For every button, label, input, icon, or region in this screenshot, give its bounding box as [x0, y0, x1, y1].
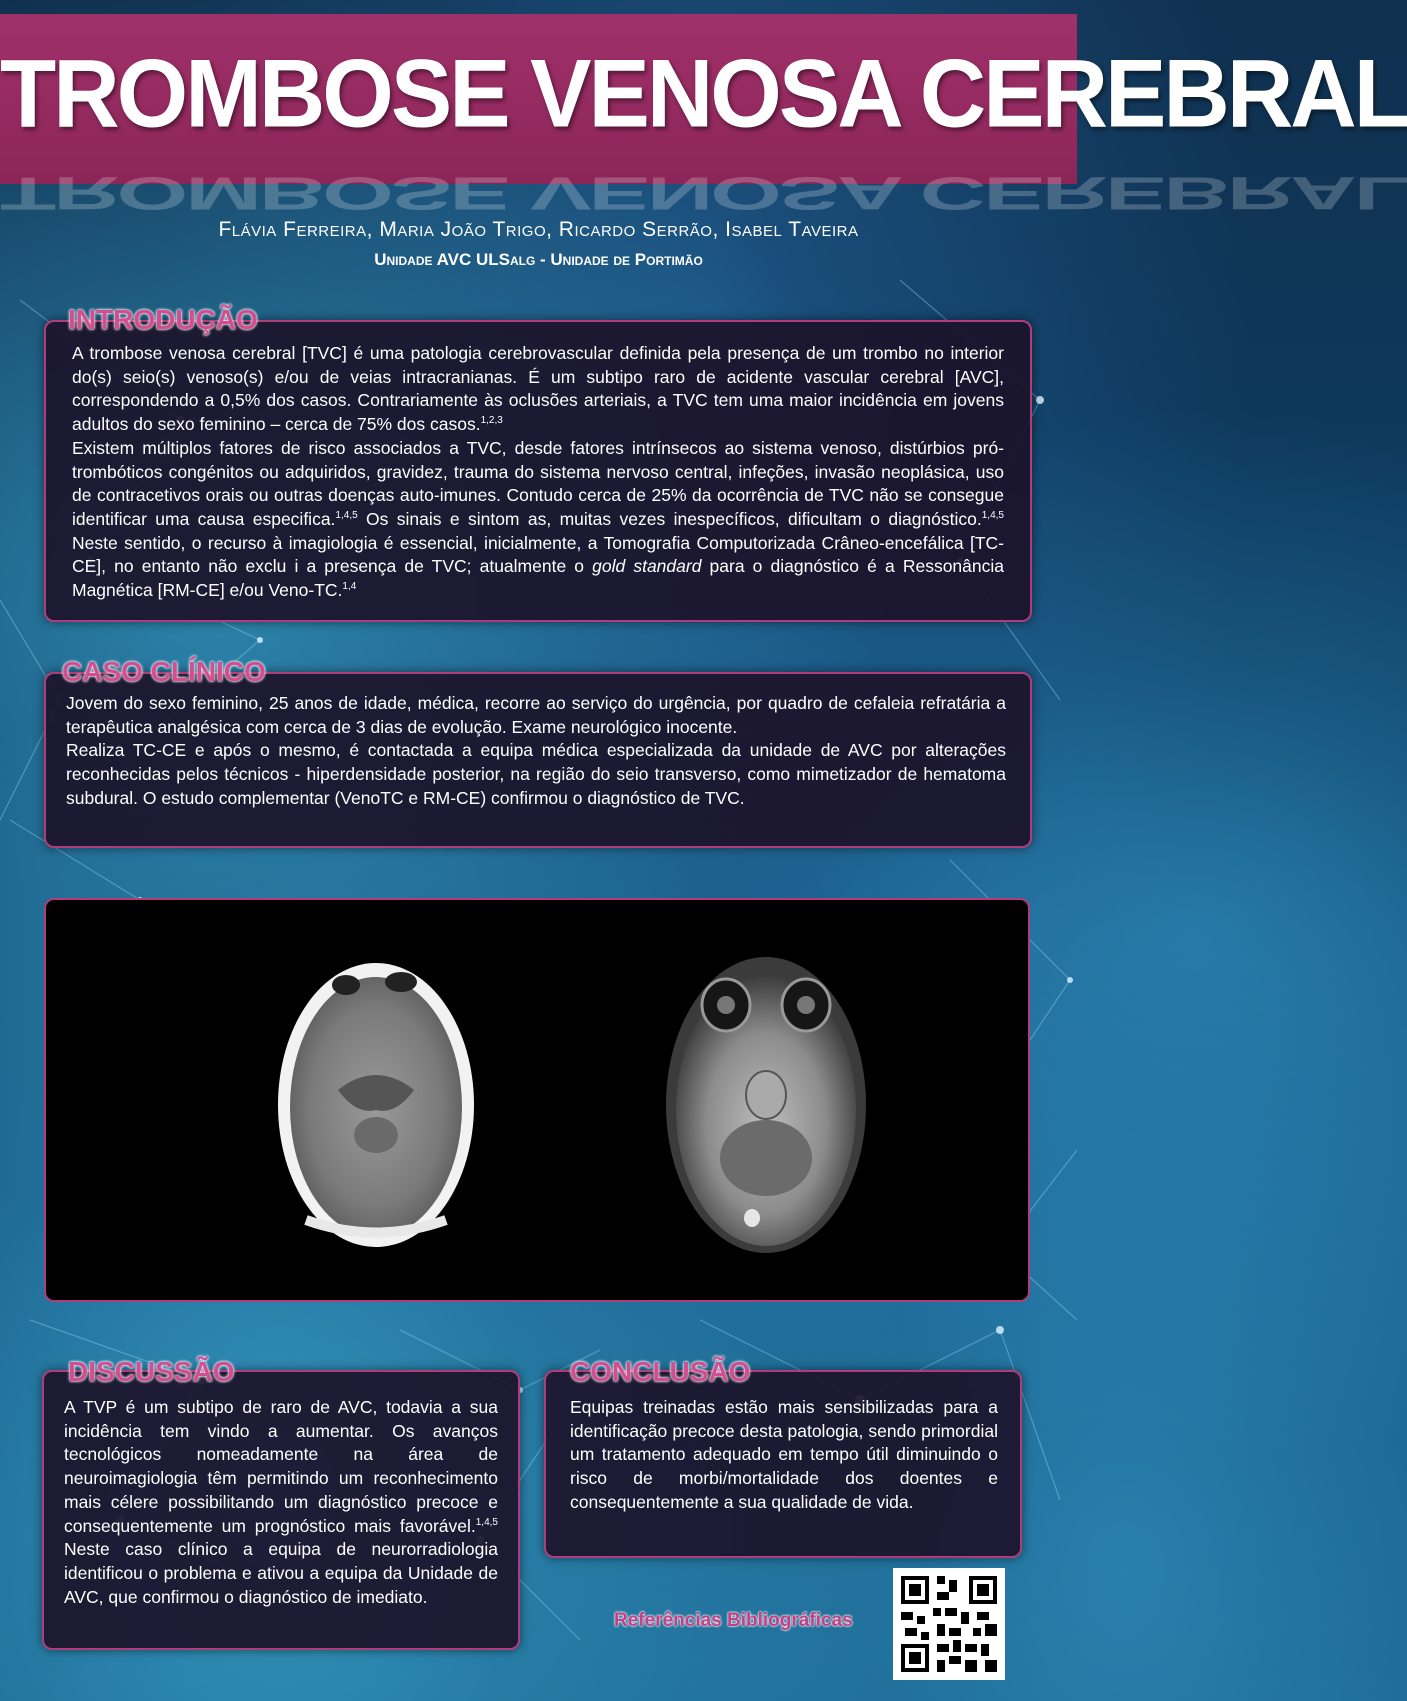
ct-scan-image	[278, 963, 474, 1247]
caso-clinico-section	[44, 672, 1032, 848]
discussao-heading: DISCUSSÃO	[68, 1356, 235, 1387]
institution: Unidade AVC ULSalg - Unidade de Portimão	[374, 250, 703, 269]
poster-title-reflection: TROMBOSE VENOSA CEREBRAL	[0, 167, 1407, 219]
qr-code-icon	[901, 1576, 997, 1672]
introducao-heading: INTRODUÇÃO	[68, 304, 258, 335]
brain-scans-panel	[44, 898, 1030, 1302]
caso-paragraph-1: Jovem do sexo feminino, 25 anos de idade, médica, recorre ao serviço do urgência, por quadro de cefaleia refratária a terapêutica analgésica com cerca de 3 dias de evolução. Exame neurológico inocente.	[66, 693, 1006, 737]
discussao-paragraph: A TVP é um subtipo de raro de AVC, todavia a sua incidência tem vindo a aumentar. Os avanços tecnológicos nomeadamente na área de neuroimagiologia têm permitindo um reconhecimento mais célere possibilitando um diagnóstico precoce e consequentemente um prognóstico mais favorável.$^{1,4,5}$ Neste caso clínico a equipa de neurorradiologia identificou o problema e ativou a equipa da Unidade de AVC, que confirmou o diagnóstico de imediato.	[64, 1397, 498, 1607]
introducao-paragraph-2: Existem múltiplos fatores de risco associados a TVC, desde fatores intrínsecos ao sistema venoso, distúrbios pró-trombóticos congénitos ou adquiridos, gravidez, trauma do sistema nervoso central, infeções, invasão neoplásica, uso de contracetivos orais ou outras doenças auto-imunes. Contudo cerca de 25% da ocorrência de TVC não se consegue identificar uma causa especifica.$^{1,4,5}$ Os sinais e sintom as, muitas vezes inespecíficos, dificultam o diagnóstico.$^{1,4,5}$ Neste sentido, o recurso à imagiologia é essencial, inicialmente, a Tomografia Computorizada Crâneo-encefálica [TC-CE], no entanto não exclu i a presença de TVC; atualmente o gold standard para o diagnóstico é a Ressonância Magnética [RM-CE] e/ou Veno-TC.$^{1,4}$	[72, 437, 1004, 601]
qr-code[interactable]	[893, 1568, 1005, 1680]
introducao-section	[44, 320, 1032, 622]
introducao-paragraph-1: A trombose venosa cerebral [TVC] é uma patologia cerebrovascular definida pela presença de um trombo no interior do(s) seio(s) venoso(s) e/ou de veias intracranianas. É um subtipo raro de acidente vascular cerebral [AVC], correspondendo a 0,5% dos casos. Contrariamente às oclusões arteriais, a TVC tem uma maior incidência em jovens adultos do sexo feminino – cerca de 75% dos casos.$^{1,2,3}$	[72, 343, 1004, 435]
discussao-section	[42, 1370, 520, 1650]
poster-title: TROMBOSE VENOSA CEREBRAL	[0, 40, 1407, 148]
brain-scans	[46, 900, 1028, 1300]
conclusao-section	[544, 1370, 1022, 1558]
conclusao-paragraph: Equipas treinadas estão mais sensibilizadas para a identificação precoce desta patologia, sendo primordial um tratamento adequado em tempo útil diminuindo o risco de morbi/mortalidade dos doentes e consequentemente a sua qualidade de vida.	[570, 1397, 998, 1512]
caso-paragraph-2: Realiza TC-CE e após o mesmo, é contactada a equipa médica especializada da unidade de AVC por alterações reconhecidas pelos técnicos - hiperdensidade posterior, na região do seio transverso, como mimetizador de hematoma subdural. O estudo complementar (VenoTC e RM-CE) confirmou o diagnóstico de TVC.	[66, 740, 1006, 808]
caso-clinico-heading: CASO CLÍNICO	[62, 656, 266, 687]
conclusao-heading: CONCLUSÃO	[570, 1356, 751, 1387]
referencias-link[interactable]: Referências Bibliográficas	[614, 1610, 853, 1631]
authors: Flávia Ferreira, Maria João Trigo, Ricardo Serrão, Isabel Taveira	[218, 218, 859, 241]
mri-scan-image	[666, 957, 866, 1253]
